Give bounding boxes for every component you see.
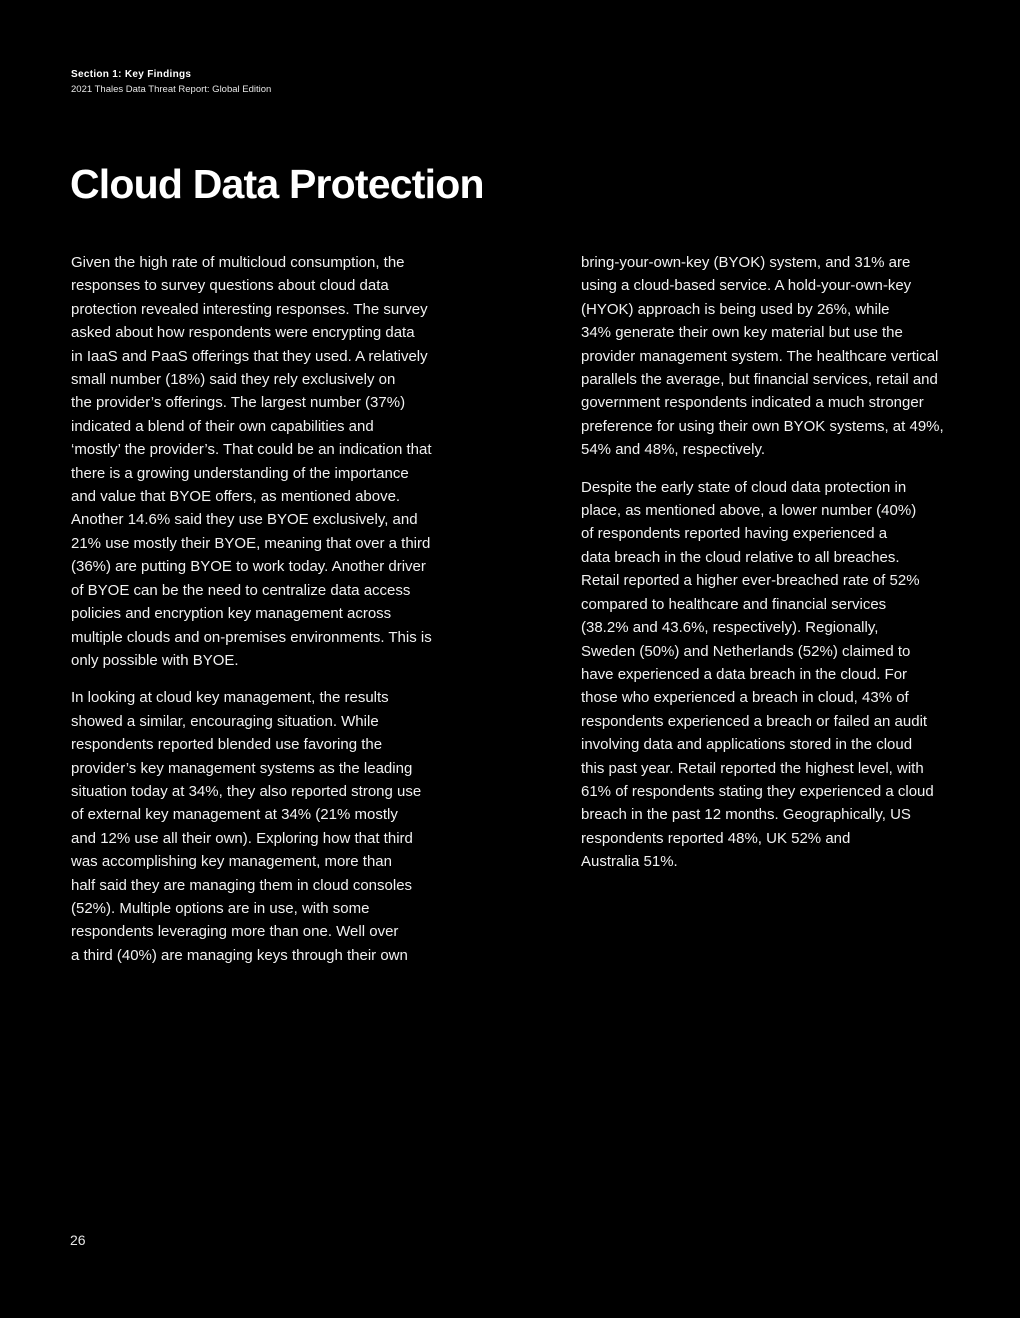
right-column (581, 251, 951, 888)
report-title: 2021 Thales Data Threat Report: Global Edition (71, 84, 272, 95)
body-paragraph: Given the high rate of multicloud consumption, the responses to survey questions about cloud data protection revealed interesting responses. The survey asked about how respondents were encrypting data in IaaS and PaaS offerings that they used. A relatively small number (18%) said they rely exclusively on the provider’s offerings. The largest number (37%) indicated a blend of their own capabilities and ‘mostly’ the provider’s. That could be an indication that there is a growing understanding of the importance and value that BYOE offers, as mentioned above. Another 14.6% said they use BYOE exclusively, and 21% use mostly their BYOE, meaning that over a third (36%) are putting BYOE to work today. Another driver of BYOE can be the need to centralize data access policies and encryption key management across multiple clouds and on-premises environments. This is only possible with BYOE. (71, 254, 432, 669)
section-label: Section 1: Key Findings (71, 69, 192, 80)
left-column (71, 251, 443, 981)
body-paragraph: Despite the early state of cloud data protection in place, as mentioned above, a lower number (40%) of respondents reported having experienced a data breach in the cloud relative to all breaches. Retail reported a higher ever-breached rate of 52% compared to healthcare and financial services (38.2% and 43.6%, respectively). Regionally, Sweden (50%) and Netherlands (52%) claimed to have experienced a data breach in the cloud. For those who experienced a breach in cloud, 43% of respondents experienced a breach or failed an audit involving data and applications stored in the cloud this past year. Retail reported the highest level, with 61% of respondents stating they experienced a cloud breach in the past 12 months. Geographically, US respondents reported 48%, UK 52% and Australia 51%. (581, 478, 934, 871)
body-paragraph: In looking at cloud key management, the results showed a similar, encouraging situation. While respondents reported blended use favoring the provider’s key management systems as the leading situation today at 34%, they also reported strong use of external key management at 34% (21% mostly and 12% use all their own). Exploring how that third was accomplishing key management, more than half said they are managing them in cloud consoles (52%). Multiple options are in use, with some respondents leveraging more than one. Well over a third (40%) are managing keys through their own (71, 689, 422, 964)
body-paragraph: bring-your-own-key (BYOK) system, and 31% are using a cloud-based service. A hold-your-own-key (HYOK) approach is being used by 26%, while 34% generate their own key material but use the provider management system. The healthcare vertical parallels the average, but financial services, retail and government respondents indicated a much stronger preference for using their own BYOK systems, at 49%, 54% and 48%, respectively. (581, 254, 944, 459)
running-header (71, 68, 271, 97)
page-title: Cloud Data Protection (70, 161, 484, 207)
page-number: 26 (70, 1232, 86, 1248)
